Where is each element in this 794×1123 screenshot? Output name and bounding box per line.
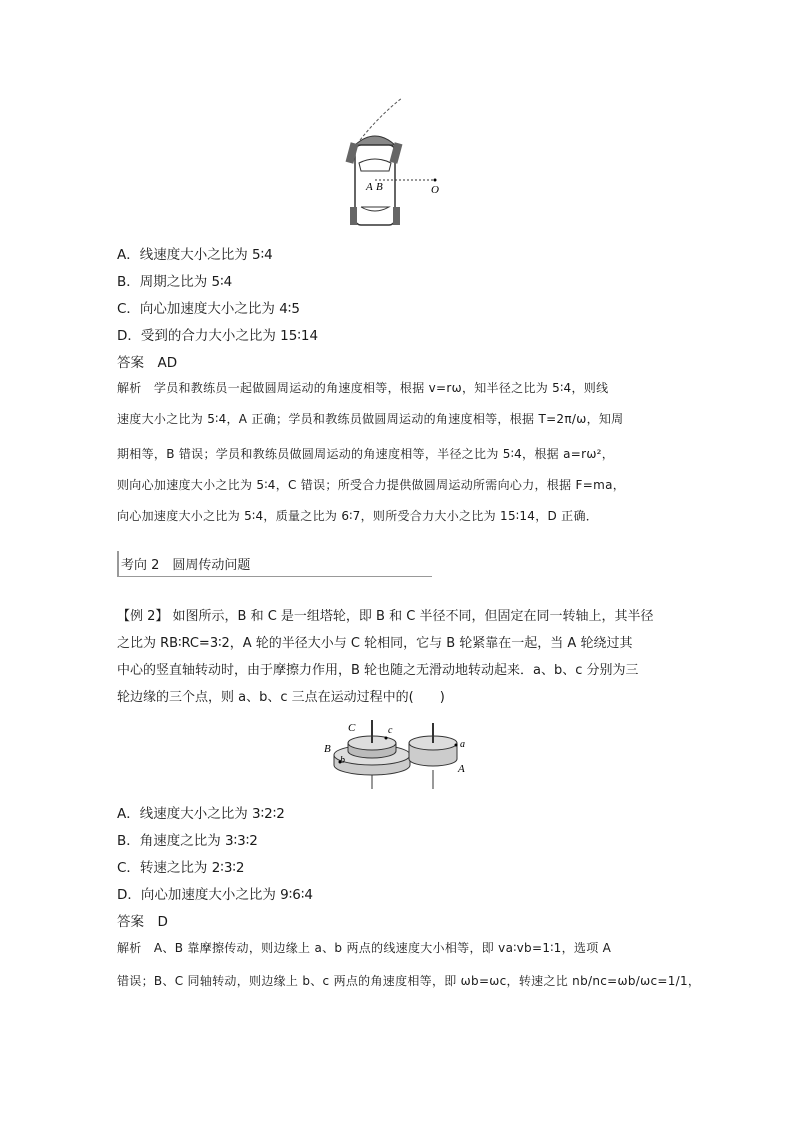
- point-a-dot: [455, 744, 458, 747]
- car-front-hood: [355, 136, 395, 145]
- label-a-lower: a: [460, 739, 465, 750]
- q2-option-a: A．线速度大小之比为 3∶2∶2: [117, 806, 285, 822]
- trajectory-arc: [360, 98, 402, 140]
- q2-analysis-line: 错误；B、C 同轴转动，则边缘上 b、c 两点的角速度相等，即 ωb=ωc，转速之比 nb/nc=ωb/ωc=1/1，: [117, 974, 701, 988]
- point-c-dot: [385, 737, 388, 740]
- tower-wheel-figure: [320, 715, 480, 793]
- label-a: A: [366, 181, 373, 193]
- wheel-rear-left: [350, 207, 357, 225]
- q1-option-c: C．向心加速度大小之比为 4∶5: [117, 301, 300, 317]
- q2-analysis-line: 解析 A、B 靠摩擦传动，则边缘上 a、b 两点的线速度大小相等，即 va∶vb=1∶1，选项 A: [117, 941, 612, 955]
- car-top-view-figure: [340, 95, 460, 235]
- point-o-dot: [434, 179, 437, 182]
- example2-line: 轮边缘的三个点，则 a、b、c 三点在运动过程中的( ): [117, 690, 445, 705]
- q1-analysis-line: 速度大小之比为 5∶4，A 正确；学员和教练员做圆周运动的角速度相等，根据 T=2π/ω，知周: [117, 412, 624, 426]
- label-o: O: [431, 184, 439, 196]
- section-heading: [117, 551, 432, 577]
- q1-answer: 答案 AD: [117, 355, 178, 371]
- q1-option-a: A．线速度大小之比为 5∶4: [117, 247, 273, 263]
- q2-option-d: D．向心加速度大小之比为 9∶6∶4: [117, 887, 313, 903]
- label-b-lower: b: [340, 755, 345, 766]
- wheel-rear-right: [393, 207, 400, 225]
- q1-analysis-line: 解析 学员和教练员一起做圆周运动的角速度相等，根据 v=rω，知半径之比为 5∶4，则线: [117, 381, 609, 395]
- example2-text: [117, 603, 677, 711]
- q2-option-c: C．转速之比为 2∶3∶2: [117, 860, 245, 876]
- q1-option-d: D．受到的合力大小之比为 15∶14: [117, 328, 319, 344]
- car-windshield: [359, 159, 391, 171]
- example2-line: 中心的竖直轴转动时，由于摩擦力作用，B 轮也随之无滑动地转动起来．a、b、c 分别为三: [117, 663, 639, 678]
- label-a-upper: A: [458, 763, 465, 775]
- example2-line: 【例 2】 如图所示，B 和 C 是一组塔轮，即 B 和 C 半径不同，但固定在同一转轴上，其半径: [117, 609, 654, 624]
- q1-analysis: [117, 375, 677, 530]
- section-heading-text: 考向 2 圆周传动问题: [121, 558, 251, 573]
- q2-option-b: B．角速度之比为 3∶3∶2: [117, 833, 258, 849]
- label-c-lower: c: [388, 725, 393, 736]
- heading-bar: [117, 551, 119, 576]
- q1-option-b: B．周期之比为 5∶4: [117, 274, 233, 290]
- label-c-upper: C: [348, 722, 356, 734]
- example2-line: 之比为 RB∶RC=3∶2，A 轮的半径大小与 C 轮相同，它与 B 轮紧靠在一起，当 A 轮绕过其: [117, 636, 633, 651]
- q2-analysis: [117, 935, 701, 995]
- q1-analysis-line: 则向心加速度大小之比为 5∶4，C 错误；所受合力提供做圆周运动所需向心力，根据 F=ma，: [117, 478, 626, 492]
- label-b-upper: B: [324, 743, 331, 755]
- q1-analysis-line: 向心加速度大小之比为 5∶4，质量之比为 6∶7，则所受合力大小之比为 15∶14，D 正确．: [117, 509, 599, 523]
- q1-analysis-line: 期相等，B 错误；学员和教练员做圆周运动的角速度相等，半径之比为 5∶4，根据 a=rω²，: [117, 447, 615, 461]
- label-b: B: [376, 181, 383, 193]
- car-body: [355, 145, 395, 225]
- q2-answer: 答案 D: [117, 914, 168, 930]
